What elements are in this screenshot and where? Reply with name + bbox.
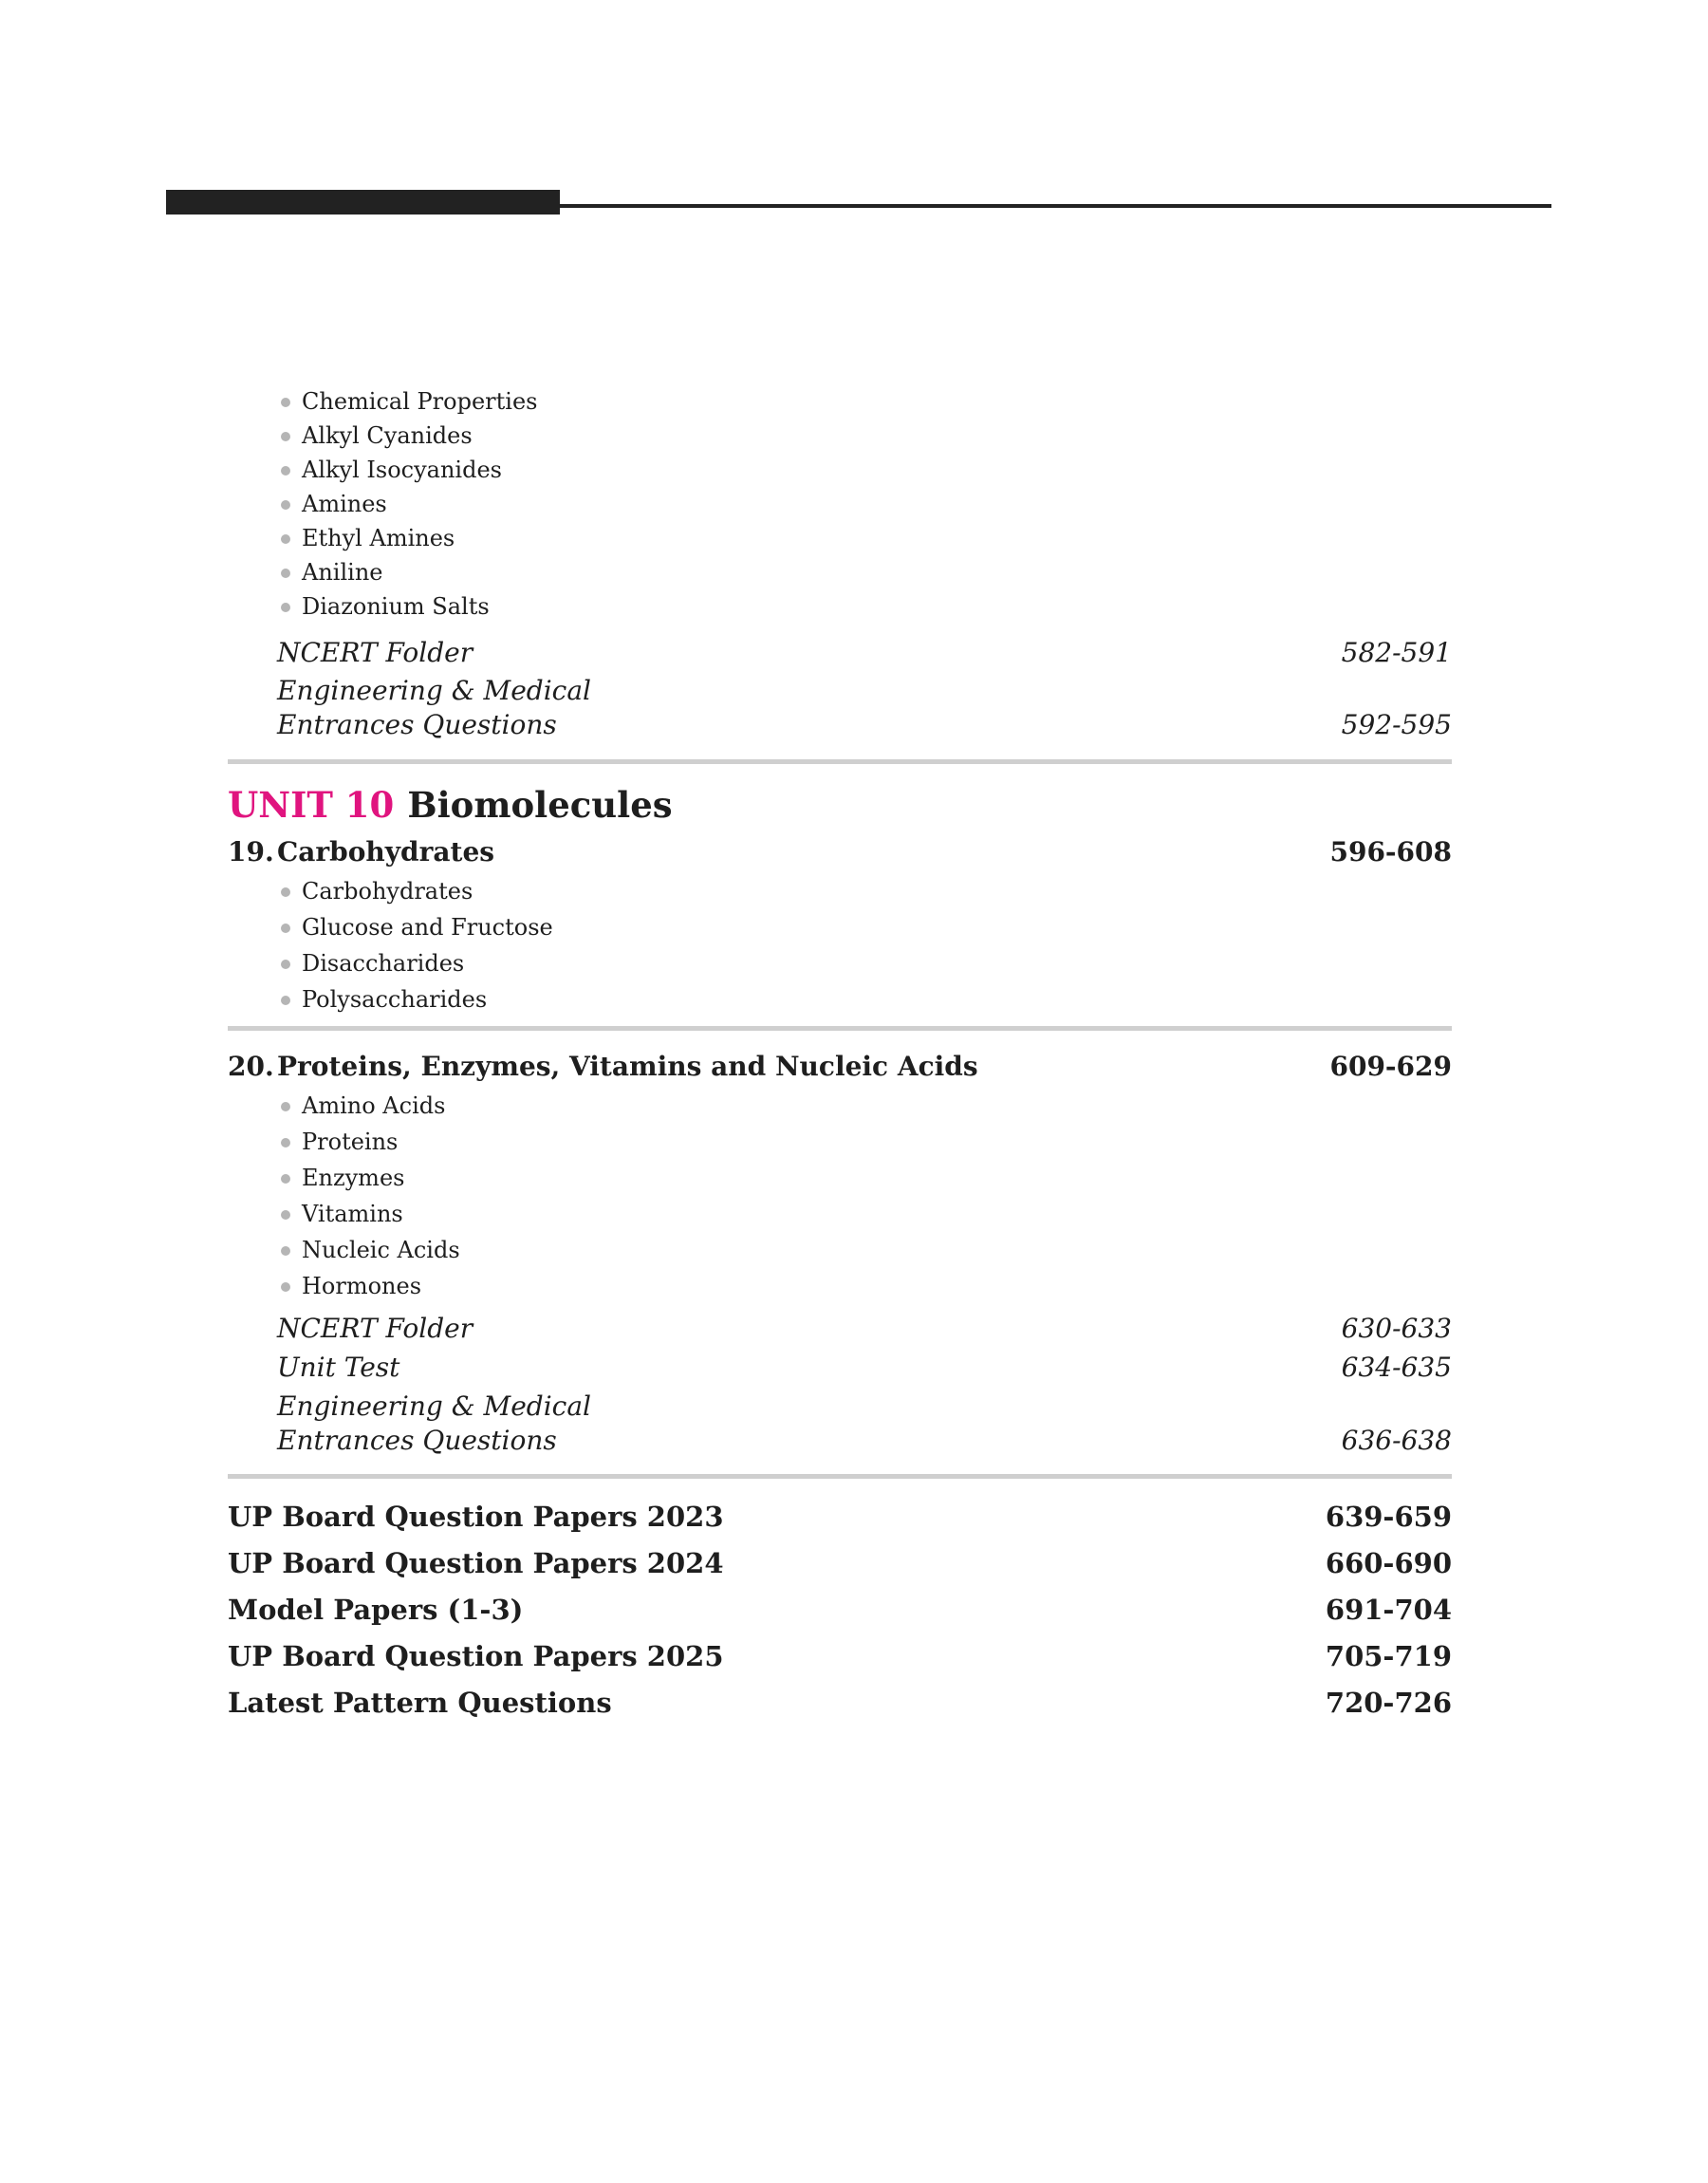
- eng-med-row[interactable]: [277, 674, 1452, 742]
- toc-bullet[interactable]: Disaccharides: [277, 945, 1226, 981]
- row-label: Unit Test: [277, 1352, 400, 1383]
- chapter-20-bullets: [277, 1088, 1226, 1304]
- row-label: Entrances Questions: [277, 709, 557, 740]
- toc-bullet[interactable]: Hormones: [277, 1268, 1226, 1304]
- chapter-title: Carbohydrates: [277, 836, 495, 868]
- paper-label: Model Papers (1-3): [228, 1594, 524, 1626]
- toc-bullet[interactable]: Enzymes: [277, 1160, 1226, 1196]
- page-range: 592-595: [1341, 709, 1452, 740]
- paper-row[interactable]: [228, 1638, 1452, 1674]
- ncert-folder-row[interactable]: [277, 636, 1452, 670]
- bullet-dot-icon: [281, 466, 290, 476]
- toc-bullet[interactable]: Diazonium Salts: [277, 589, 1226, 624]
- bullet-dot-icon: [281, 1102, 290, 1111]
- row-label: Engineering & Medical: [277, 1390, 591, 1422]
- paper-row[interactable]: [228, 1592, 1452, 1628]
- page-range: 609-629: [1329, 1051, 1452, 1082]
- page-range: 634-635: [1341, 1352, 1452, 1383]
- toc-bullet[interactable]: Amines: [277, 487, 1226, 521]
- bullet-dot-icon: [281, 398, 290, 407]
- row-label: Entrances Questions: [277, 1425, 557, 1456]
- page-range: 582-591: [1341, 637, 1452, 668]
- header-bar-thick: [166, 190, 560, 215]
- toc-bullet[interactable]: Alkyl Cyanides: [277, 419, 1226, 453]
- toc-bullet[interactable]: Alkyl Isocyanides: [277, 453, 1226, 487]
- toc-bullet[interactable]: Amino Acids: [277, 1088, 1226, 1124]
- bullet-dot-icon: [281, 960, 290, 969]
- section-divider: [228, 759, 1452, 764]
- bullet-dot-icon: [281, 1138, 290, 1147]
- bullet-dot-icon: [281, 924, 290, 933]
- toc-bullet[interactable]: Aniline: [277, 555, 1226, 589]
- toc-bullet[interactable]: Polysaccharides: [277, 981, 1226, 1017]
- unit-title: Biomolecules: [407, 784, 673, 826]
- page-range: 596-608: [1329, 836, 1452, 868]
- chapter-20-row[interactable]: [228, 1050, 1452, 1084]
- page-range: 639-659: [1325, 1501, 1452, 1533]
- chapter-19-row[interactable]: [228, 835, 1452, 869]
- chapter-title: Proteins, Enzymes, Vitamins and Nucleic Acids: [277, 1051, 978, 1082]
- bullet-dot-icon: [281, 1210, 290, 1220]
- toc-bullet[interactable]: Nucleic Acids: [277, 1232, 1226, 1268]
- paper-row[interactable]: [228, 1545, 1452, 1581]
- bullet-dot-icon: [281, 603, 290, 612]
- page-range: 636-638: [1341, 1425, 1452, 1456]
- section-divider: [228, 1026, 1452, 1031]
- page-range: 691-704: [1325, 1594, 1452, 1626]
- page-range: 630-633: [1341, 1313, 1452, 1344]
- bullet-dot-icon: [281, 432, 290, 441]
- unit-label: UNIT 10: [228, 784, 395, 826]
- bullet-dot-icon: [281, 1174, 290, 1184]
- chapter-number: 19.: [228, 836, 274, 868]
- unit-heading: [228, 784, 673, 826]
- toc-bullet[interactable]: Proteins: [277, 1124, 1226, 1160]
- paper-label: UP Board Question Papers 2025: [228, 1640, 724, 1672]
- bullet-dot-icon: [281, 500, 290, 510]
- paper-label: UP Board Question Papers 2023: [228, 1501, 724, 1533]
- toc-bullet[interactable]: Chemical Properties: [277, 384, 1226, 419]
- page-range: 720-726: [1325, 1687, 1452, 1719]
- bullet-dot-icon: [281, 996, 290, 1005]
- top-bullet-list: [277, 384, 1226, 624]
- row-label: NCERT Folder: [277, 1313, 473, 1344]
- bullet-dot-icon: [281, 569, 290, 578]
- toc-bullet[interactable]: Glucose and Fructose: [277, 909, 1226, 945]
- paper-row[interactable]: [228, 1685, 1452, 1721]
- bullet-dot-icon: [281, 887, 290, 897]
- bullet-dot-icon: [281, 1246, 290, 1256]
- bullet-dot-icon: [281, 534, 290, 544]
- unit-test-row[interactable]: [277, 1351, 1452, 1385]
- header-rule: [560, 204, 1551, 208]
- paper-label: Latest Pattern Questions: [228, 1687, 612, 1719]
- toc-bullet[interactable]: Ethyl Amines: [277, 521, 1226, 555]
- chapter-number: 20.: [228, 1051, 274, 1082]
- paper-row[interactable]: [228, 1499, 1452, 1535]
- paper-label: UP Board Question Papers 2024: [228, 1547, 724, 1579]
- chapter-19-bullets: [277, 873, 1226, 1017]
- toc-bullet[interactable]: Vitamins: [277, 1196, 1226, 1232]
- ncert-folder-row[interactable]: [277, 1312, 1452, 1346]
- page-range: 660-690: [1325, 1547, 1452, 1579]
- toc-bullet[interactable]: Carbohydrates: [277, 873, 1226, 909]
- row-label: NCERT Folder: [277, 637, 473, 668]
- eng-med-row[interactable]: [277, 1390, 1452, 1458]
- row-label: Engineering & Medical: [277, 675, 591, 706]
- section-divider: [228, 1474, 1452, 1479]
- bullet-dot-icon: [281, 1282, 290, 1292]
- page-range: 705-719: [1325, 1640, 1452, 1672]
